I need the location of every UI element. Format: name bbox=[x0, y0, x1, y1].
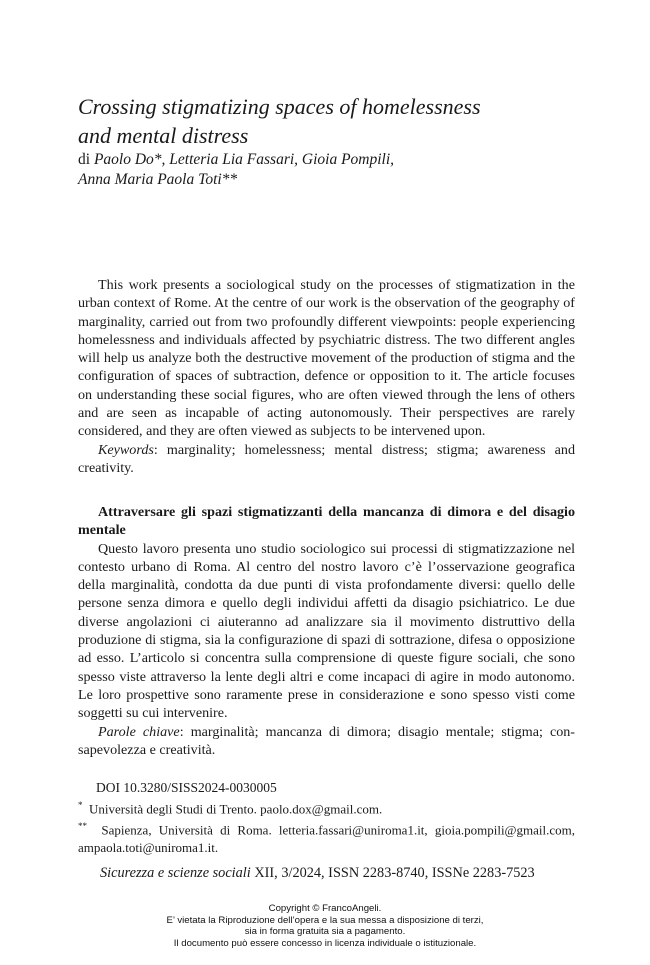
footnotes bbox=[78, 797, 575, 856]
italian-title: Attraversare gli spazi stigmatizzanti della mancanza di dimora e del disagio mentale bbox=[78, 504, 575, 539]
abstract-english-text: This work presents a sociological study on the processes of stigmatization in the urban context of Rome. At the centre of our work is the observation of the geography of marginality, carried out from two profoundly different viewpoints: people experiencing homelessness and individuals affected by psychiatric distress. The two different angles will help us analyze both the destructive movement of the production of stigma and the configuration of spaces of subtraction, defence or opposition to it. The article focuses on understanding these social figures, who are often viewed through the lens of others and are seen as incapable of acting autonomously. Their perspectives are rarely considered, and they are often viewed as subjects to be intervened upon. bbox=[78, 277, 575, 440]
keywords-values: : marginality; homelessness; mental distress; stigma; awareness and creativity. bbox=[78, 441, 575, 476]
journal-citation bbox=[100, 864, 570, 882]
doi: DOI 10.3280/SISS2024-0030005 bbox=[96, 780, 277, 795]
title-line-2: and mental distress bbox=[78, 123, 249, 148]
parole-chiave-values: : marginalità; mancanza di dimora; disagio mentale; stigma; consapevolezza e creatività. bbox=[78, 723, 575, 758]
authors-line-2: Anna Maria Paola Toti** bbox=[78, 171, 238, 188]
footnote-2 bbox=[78, 818, 575, 856]
keywords-label: Keywords bbox=[98, 441, 154, 458]
author-byline bbox=[78, 150, 578, 190]
journal-details: XII, 3/2024, ISSN 2283-8740, ISSNe 2283-7523 bbox=[250, 865, 535, 881]
abstract-italian-text: Questo lavoro presenta uno studio sociologico sui processi di stigmatizzazione nel contesto urbano di Roma. Al centro del nostro lavoro c’è l’osservazione geografica della marginalità, condotta da due punti di vista profondamente diversi: quello delle persone senza dimora e quello degli individui affetti da disagio psichiatrico. Le due diverse angolazioni ci aiuteranno ad analizzare sia il movimento distruttivo della produzione di stigma, sia la configurazione di spazi di sottrazione, difesa o opposizione ad esso. L’articolo si concentra sulla comprensione di queste figure sociali, che sono spesso viste attraverso la lente degli altri e come incapaci di agire in modo autonomo. Le loro prospettive sono raramente prese in considerazione e sono spesso visti come soggetti su cui intervenire. bbox=[78, 540, 575, 722]
abstract-english bbox=[78, 276, 575, 477]
copyright-notice bbox=[0, 903, 650, 949]
keywords-english bbox=[78, 441, 575, 478]
authors-line-1: Paolo Do*, Letteria Lia Fassari, Gioia Pompili, bbox=[93, 151, 395, 168]
copyright-line-2: E’ vietata la Riproduzione dell’opera e la sua messa a disposizione di terzi, bbox=[166, 914, 484, 926]
footnote-1-text: Università degli Studi di Trento. paolo.dox@gmail.com. bbox=[89, 801, 383, 817]
parole-chiave-label: Parole chiave bbox=[98, 723, 180, 740]
copyright-line-4: Il documento può essere concesso in licenza individuale o istituzionale. bbox=[173, 937, 477, 949]
copyright-line-3: sia in forma gratuita sia a pagamento. bbox=[244, 926, 406, 938]
footnote-1 bbox=[78, 797, 575, 818]
journal-name: Sicurezza e scienze sociali bbox=[100, 865, 251, 881]
footnote-1-mark: * bbox=[78, 800, 83, 810]
title-line-1: Crossing stigmatizing spaces of homelessness bbox=[78, 94, 481, 119]
abstract-italian bbox=[78, 503, 575, 759]
footnote-2-text: Sapienza, Università di Roma. letteria.fassari@uniroma1.it, gioia.pompili@gmail.com, ampaola.toti@uniroma1.it. bbox=[78, 822, 576, 855]
keywords-italian bbox=[78, 723, 575, 760]
copyright-line-1: Copyright © FrancoAngeli. bbox=[268, 903, 382, 914]
byline-prefix: di bbox=[78, 151, 94, 168]
article-title bbox=[78, 92, 578, 150]
footnote-2-mark: ** bbox=[78, 820, 87, 831]
